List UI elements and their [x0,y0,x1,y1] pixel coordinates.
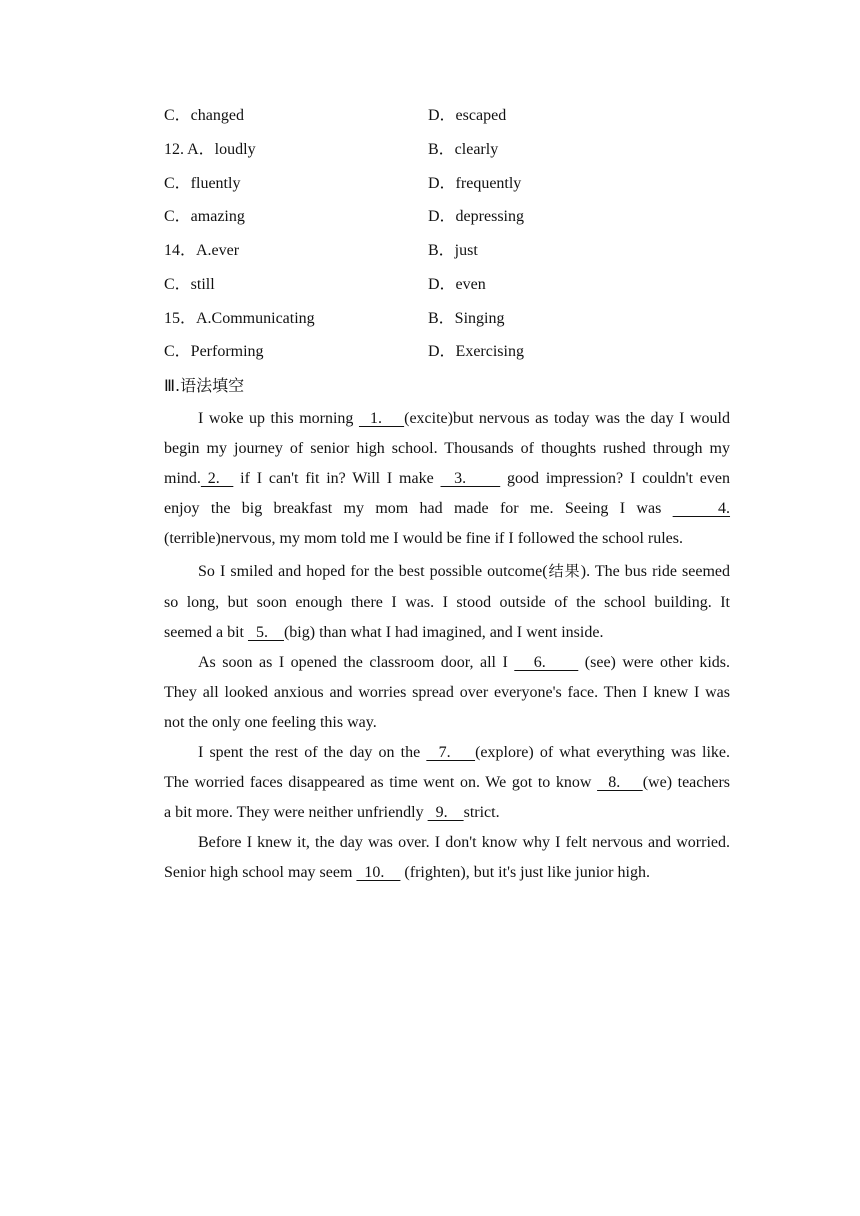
passage-line [130,618,730,648]
text: So I smiled and hoped for the best possible outcome( [198,563,548,580]
text: seemed a bit [164,624,248,641]
text: As soon as I opened the classroom door, all I [198,654,515,671]
text: I woke up this morning [198,410,359,427]
passage-line [130,768,730,798]
passage-line: not the only one feeling this way. [164,714,377,731]
text: Senior high school may seem [164,864,357,881]
blank-4: 4. [672,500,731,517]
passage-line [130,648,730,678]
option-right: D．escaped [428,107,507,124]
option-left: 12. A．loudly [164,141,256,158]
text: (we) teachers [642,774,731,791]
option-right: B．clearly [428,141,499,158]
passage-line [130,404,730,434]
text: I spent the rest of the day on the [198,744,427,761]
option-left: C．amazing [164,208,245,225]
paragraph-5 [130,828,730,888]
passage-line: (terrible)nervous, my mom told me I would be fine if I followed the school rules. [164,530,683,547]
passage-line [130,464,730,494]
paragraph-2 [130,556,730,648]
blank-2: 2. [200,470,234,487]
paragraph-4 [130,738,730,828]
passage-line [130,798,730,828]
option-left: 15．A.Communicating [164,310,315,327]
option-right: B．just [428,242,478,259]
blank-3: 3. [440,470,501,487]
text: (see) were other kids. [578,654,731,671]
passage-line: They all looked anxious and worries spread over everyone's face. Then I knew I was [164,684,730,701]
option-row [0,340,860,364]
passage-line [130,494,730,524]
text: (big) than what I had imagined, and I went inside. [283,624,604,641]
text: The worried faces disappeared as time went on. We got to know [164,774,598,791]
text: enjoy the big breakfast my mom had made for me. Seeing I was [164,500,673,517]
option-row [0,239,860,263]
option-row [0,307,860,331]
passage-line [130,858,730,888]
section-title: Ⅲ.语法填空 [164,376,245,395]
option-row [0,172,860,196]
option-right: D．even [428,276,486,293]
text: ). The bus ride seemed [580,563,730,580]
option-row [0,138,860,162]
blank-1: 1. [358,410,405,427]
option-left: C．changed [164,107,244,124]
option-row [0,205,860,229]
text: (excite)but nervous as today was the day I would [404,410,731,427]
passage-line [130,556,730,586]
blank-8: 8. [597,774,643,791]
text: mind. [164,470,201,487]
blank-5: 5. [247,624,284,641]
text: 结果 [547,562,581,580]
option-row [0,273,860,297]
blank-6: 6. [514,654,579,671]
option-left: C．Performing [164,343,264,360]
blank-7: 7. [426,744,476,761]
option-left: C．still [164,276,215,293]
option-left: 14．A.ever [164,242,240,259]
text: strict. [463,804,500,821]
passage [130,404,730,888]
blank-10: 10. [356,864,401,881]
blank-9: 9. [427,804,464,821]
option-right: D．depressing [428,208,524,225]
paragraph-1 [130,404,730,554]
passage-line: Before I knew it, the day was over. I don't know why I felt nervous and worried. [198,834,730,851]
option-right: D．Exercising [428,343,524,360]
passage-line: begin my journey of senior high school. Thousands of thoughts rushed through my [164,440,730,457]
text: (explore) of what everything was like. [475,744,731,761]
option-right: D．frequently [428,175,522,192]
option-left: C．fluently [164,175,241,192]
text: a bit more. They were neither unfriendly [164,804,428,821]
text: (frighten), but it's just like junior high. [400,864,650,881]
text: good impression? I couldn't even [500,470,731,487]
passage-line: so long, but soon enough there I was. I stood outside of the school building. It [164,594,730,611]
option-row [0,104,860,128]
paragraph-3 [130,648,730,738]
text: if I can't fit in? Will I make [233,470,441,487]
passage-line [130,738,730,768]
option-right: B．Singing [428,310,505,327]
